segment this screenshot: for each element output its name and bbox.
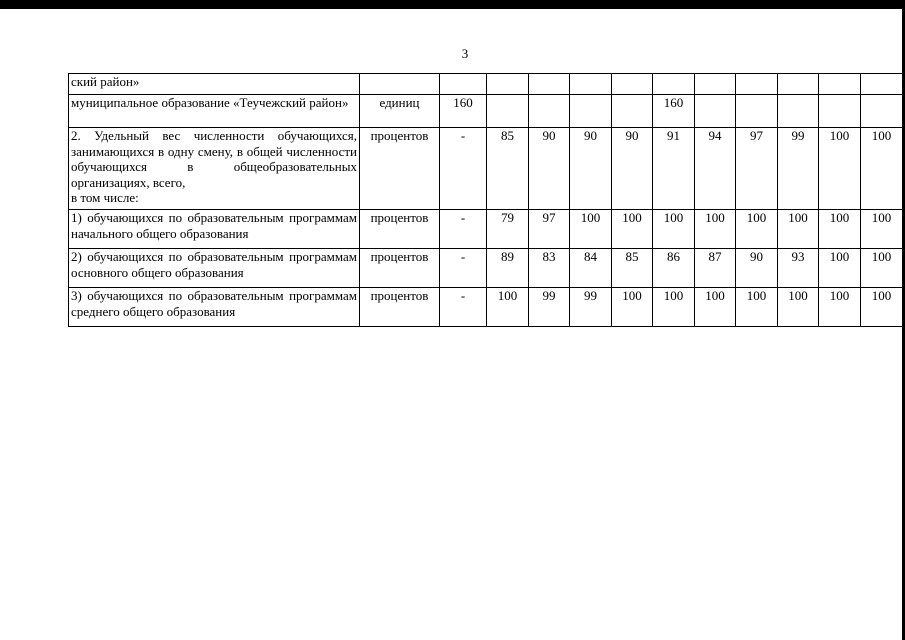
value-cell: 100 xyxy=(861,249,903,288)
indicator-name-cell: муниципальное образование «Теучежский район» xyxy=(69,95,360,128)
value-cell: 94 xyxy=(695,128,736,210)
value-cell: - xyxy=(440,249,487,288)
value-cell xyxy=(778,95,819,128)
value-cell: 91 xyxy=(653,128,695,210)
indicator-name-cell: 2. Удельный вес численности обучающихся, занимающихся в одну смену, в общей численности обучающихся в общеобразовательных организациях, всего, в том числе: xyxy=(69,128,360,210)
value-cell xyxy=(695,74,736,95)
value-cell: 90 xyxy=(570,128,612,210)
value-cell xyxy=(440,74,487,95)
value-cell: 100 xyxy=(819,128,861,210)
value-cell: - xyxy=(440,128,487,210)
value-cell: 90 xyxy=(612,128,653,210)
table-row xyxy=(69,210,903,249)
value-cell: 99 xyxy=(529,288,570,327)
value-cell: 100 xyxy=(819,249,861,288)
value-cell: 90 xyxy=(529,128,570,210)
value-cell xyxy=(736,95,778,128)
value-cell: 100 xyxy=(861,128,903,210)
value-cell xyxy=(819,95,861,128)
indicator-name-cell: 3) обучающихся по образовательным программам среднего общего образования xyxy=(69,288,360,327)
value-cell: 100 xyxy=(653,288,695,327)
unit-cell xyxy=(360,74,440,95)
value-cell: 100 xyxy=(487,288,529,327)
value-cell: 100 xyxy=(861,288,903,327)
value-cell: - xyxy=(440,288,487,327)
value-cell: 84 xyxy=(570,249,612,288)
value-cell: 93 xyxy=(778,249,819,288)
value-cell: 100 xyxy=(612,210,653,249)
table-row xyxy=(69,249,903,288)
value-cell xyxy=(570,95,612,128)
unit-cell: процентов xyxy=(360,249,440,288)
value-cell xyxy=(861,95,903,128)
value-cell: 100 xyxy=(736,288,778,327)
unit-cell: процентов xyxy=(360,288,440,327)
value-cell: 83 xyxy=(529,249,570,288)
value-cell xyxy=(861,74,903,95)
table-row xyxy=(69,128,903,210)
value-cell: 100 xyxy=(653,210,695,249)
value-cell xyxy=(778,74,819,95)
indicator-name-cell: 1) обучающихся по образовательным программам начального общего образования xyxy=(69,210,360,249)
value-cell xyxy=(487,95,529,128)
value-cell xyxy=(736,74,778,95)
unit-cell: процентов xyxy=(360,210,440,249)
value-cell: 99 xyxy=(570,288,612,327)
value-cell: 100 xyxy=(861,210,903,249)
value-cell: 100 xyxy=(695,210,736,249)
value-cell xyxy=(529,74,570,95)
value-cell: 99 xyxy=(778,128,819,210)
value-cell: 100 xyxy=(819,210,861,249)
value-cell: 79 xyxy=(487,210,529,249)
table-row xyxy=(69,288,903,327)
indicators-table xyxy=(68,73,903,327)
value-cell xyxy=(819,74,861,95)
value-cell: 100 xyxy=(778,210,819,249)
indicator-name-cell: 2) обучающихся по образовательным программам основного общего образования xyxy=(69,249,360,288)
value-cell: 160 xyxy=(440,95,487,128)
indicator-name-cell: ский район» xyxy=(69,74,360,95)
value-cell: 100 xyxy=(612,288,653,327)
value-cell xyxy=(487,74,529,95)
table-row xyxy=(69,74,903,95)
value-cell: 89 xyxy=(487,249,529,288)
value-cell: - xyxy=(440,210,487,249)
value-cell xyxy=(695,95,736,128)
value-cell: 97 xyxy=(529,210,570,249)
scan-border-top xyxy=(0,0,905,9)
value-cell xyxy=(529,95,570,128)
unit-cell: процентов xyxy=(360,128,440,210)
value-cell: 86 xyxy=(653,249,695,288)
unit-cell: единиц xyxy=(360,95,440,128)
value-cell: 100 xyxy=(695,288,736,327)
value-cell: 90 xyxy=(736,249,778,288)
value-cell: 100 xyxy=(570,210,612,249)
value-cell: 100 xyxy=(736,210,778,249)
page-number: 3 xyxy=(461,46,469,61)
value-cell: 87 xyxy=(695,249,736,288)
value-cell: 100 xyxy=(819,288,861,327)
value-cell: 100 xyxy=(778,288,819,327)
value-cell xyxy=(653,74,695,95)
table-row xyxy=(69,95,903,128)
value-cell: 160 xyxy=(653,95,695,128)
value-cell: 85 xyxy=(487,128,529,210)
value-cell xyxy=(570,74,612,95)
value-cell xyxy=(612,74,653,95)
value-cell xyxy=(612,95,653,128)
table-body xyxy=(69,74,903,327)
value-cell: 97 xyxy=(736,128,778,210)
value-cell: 85 xyxy=(612,249,653,288)
